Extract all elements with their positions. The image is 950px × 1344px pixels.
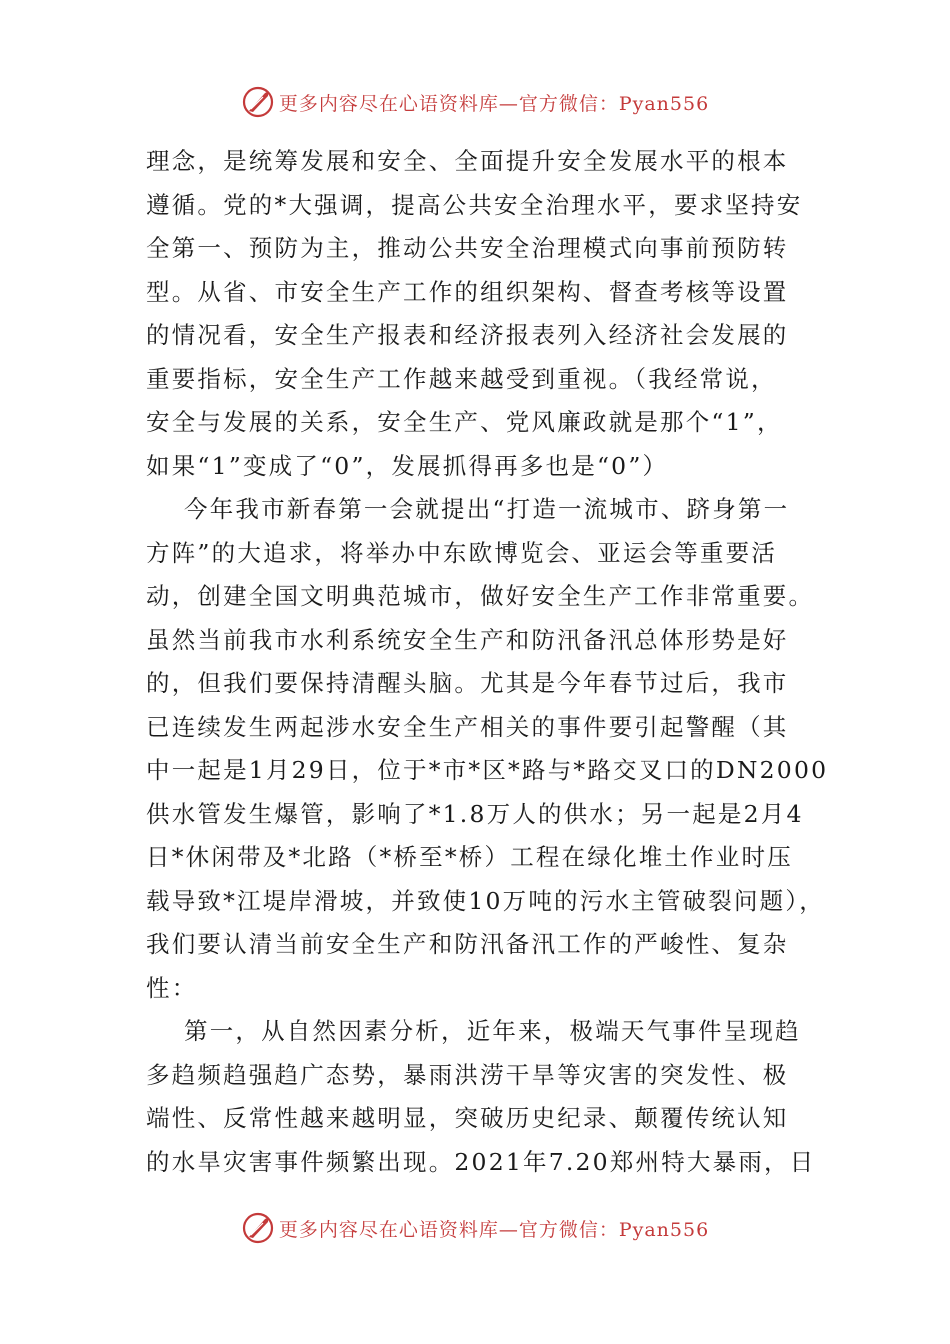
text-line: 虽然当前我市水利系统安全生产和防汛备汛总体形势是好 — [146, 625, 789, 654]
text-line: 中一起是1月29日，位于*市*区*路与*路交叉口的DN2000 — [146, 756, 829, 784]
text-line: 供水管发生爆管，影响了*1.8万人的供水；另一起是2月4 — [146, 799, 804, 828]
quill-seal-icon — [241, 1211, 275, 1245]
text-line: 端性、反常性越来越明显，突破历史纪录、颠覆传统认知 — [146, 1104, 789, 1132]
paragraph — [146, 1010, 816, 1184]
text-line: 多趋频趋强趋广态势，暴雨洪涝干旱等灾害的突发性、极 — [146, 1060, 789, 1089]
text-line: 今年我市新春第一会就提出“打造一流城市、跻身第一 — [184, 495, 790, 523]
text-line: 第一，从自然因素分析，近年来，极端天气事件呈现趋 — [184, 1017, 801, 1045]
text-line: 日*休闲带及*北路（*桥至*桥）工程在绿化堆土作业时压 — [146, 843, 793, 871]
text-line: 的情况看，安全生产报表和经济报表列入经济社会发展的 — [146, 321, 789, 349]
header-watermark — [0, 82, 950, 122]
text-line: 的，但我们要保持清醒头脑。尤其是今年春节过后，我市 — [146, 669, 789, 697]
watermark-text: 更多内容尽在心语资料库—官方微信：Pyan556 — [278, 1218, 710, 1241]
text-line: 理念，是统筹发展和安全、全面提升安全发展水平的根本 — [146, 147, 789, 175]
watermark-text: 更多内容尽在心语资料库—官方微信：Pyan556 — [278, 92, 710, 115]
text-line: 如果“1”变成了“0”，发展抓得再多也是“0”） — [146, 451, 669, 480]
text-line: 安全与发展的关系，安全生产、党风廉政就是那个“1”， — [146, 408, 783, 436]
paragraph — [146, 488, 829, 1010]
footer-watermark — [0, 1208, 950, 1248]
text-line: 我们要认清当前安全生产和防汛备汛工作的严峻性、复杂 — [146, 930, 789, 958]
document-body — [146, 140, 829, 1184]
text-line: 性： — [146, 973, 198, 1002]
text-line: 的水旱灾害事件频繁出现。2021年7.20郑州特大暴雨，日 — [146, 1147, 816, 1176]
text-line: 动，创建全国文明典范城市，做好安全生产工作非常重要。 — [146, 582, 815, 610]
text-line: 遵循。党的*大强调，提高公共安全治理水平，要求坚持安 — [146, 190, 803, 219]
text-line: 方阵”的大追求，将举办中东欧博览会、亚运会等重要活 — [146, 538, 778, 567]
text-line: 载导致*江堤岸滑坡，并致使10万吨的污水主管破裂问题）， — [146, 886, 826, 915]
text-line: 型。从省、市安全生产工作的组织架构、督查考核等设置 — [146, 277, 789, 306]
text-line: 重要指标，安全生产工作越来越受到重视。（我经常说， — [146, 364, 777, 393]
text-line: 全第一、预防为主，推动公共安全治理模式向事前预防转 — [146, 234, 789, 262]
quill-seal-icon — [241, 85, 275, 119]
text-line: 已连续发生两起涉水安全生产相关的事件要引起警醒（其 — [146, 712, 789, 741]
paragraph — [146, 140, 806, 488]
